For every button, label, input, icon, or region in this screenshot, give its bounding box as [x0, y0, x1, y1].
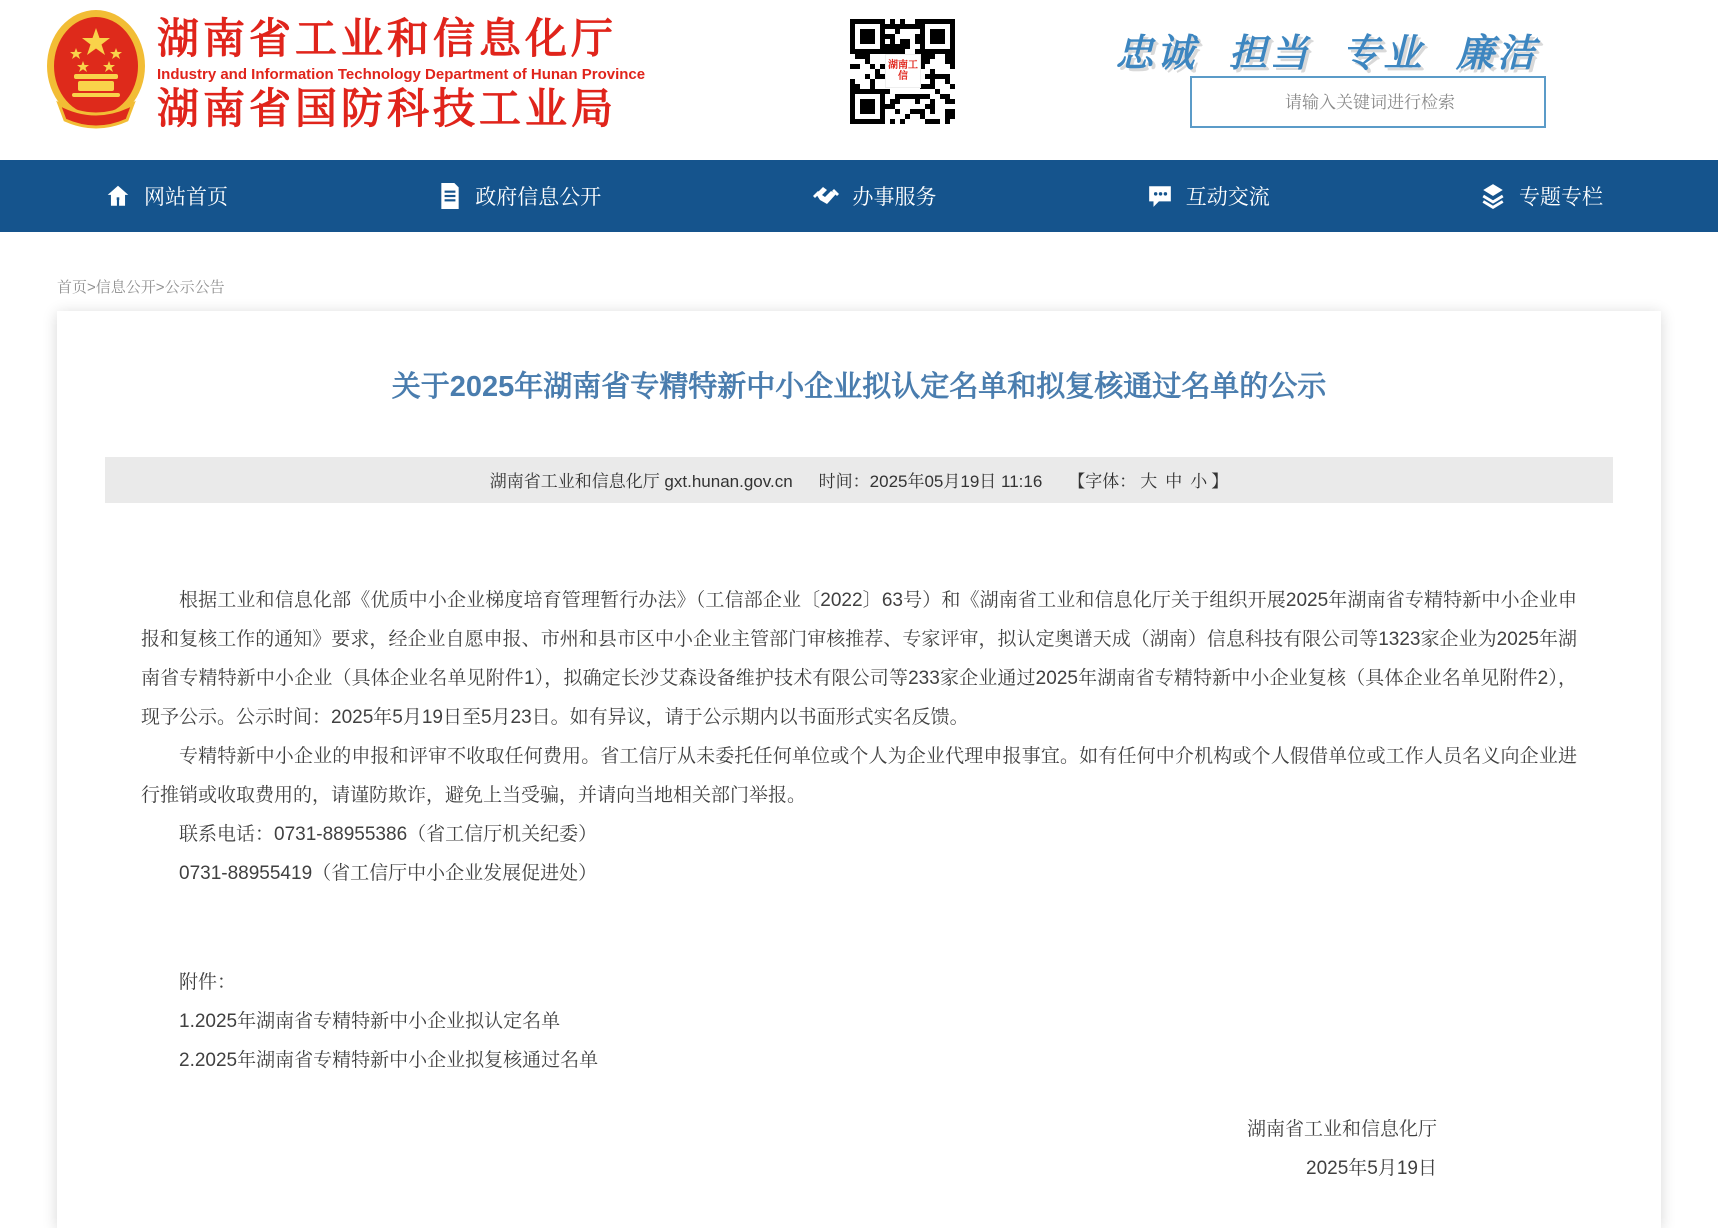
- signature-block: [141, 1110, 1577, 1188]
- breadcrumb-info[interactable]: 信息公开: [95, 279, 156, 296]
- contact-line-2: 0731-88955419（省工信厅中小企业发展促进处）: [179, 862, 598, 884]
- article-meta-bar: [105, 457, 1613, 503]
- font-size-controls: 【字体： 大 中 小 】: [1068, 472, 1229, 492]
- site-header: [0, 0, 1718, 160]
- nav-item-label: 政府信息公开: [475, 186, 602, 209]
- nav-item-label: 网站首页: [144, 186, 228, 209]
- attachment-link-1[interactable]: 1.2025年湖南省专精特新中小企业拟认定名单: [179, 1010, 561, 1032]
- breadcrumb-home[interactable]: 首页: [57, 279, 88, 296]
- nav-item-topics[interactable]: [1480, 181, 1603, 211]
- breadcrumb-separator: >: [155, 279, 165, 296]
- org-title-en: Industry and Information Technology Department of Hunan Province: [157, 66, 646, 84]
- site-search-box: [1190, 76, 1546, 128]
- attachments-label: 附件：: [179, 971, 237, 993]
- font-size-small[interactable]: 小: [1190, 472, 1208, 492]
- chat-icon: [1147, 183, 1173, 209]
- breadcrumb: [57, 276, 1718, 297]
- main-navbar: [0, 160, 1718, 232]
- home-icon: [105, 183, 131, 209]
- org-title-cn: 湖南省工业和信息化厅: [157, 15, 618, 62]
- search-input[interactable]: [1192, 78, 1548, 128]
- org-title-cn2: 湖南省国防科技工业局: [157, 85, 618, 133]
- font-size-large[interactable]: 大: [1140, 472, 1158, 492]
- nav-item-label: 办事服务: [852, 186, 937, 209]
- attachments-section: [141, 963, 1577, 1080]
- nav-item-label: 专题专栏: [1519, 186, 1603, 209]
- org-title-block: [157, 16, 777, 132]
- signature-date: 2025年5月19日: [1306, 1157, 1437, 1179]
- breadcrumb-separator: >: [87, 279, 96, 296]
- layers-icon: [1480, 183, 1506, 209]
- font-size-medium[interactable]: 中: [1165, 472, 1183, 492]
- national-emblem-logo: [45, 8, 147, 132]
- nav-item-interaction[interactable]: [1147, 181, 1270, 211]
- article-card: [57, 311, 1661, 1228]
- breadcrumb-notices[interactable]: 公示公告: [164, 279, 225, 296]
- paragraph-1: 根据工业和信息化部《优质中小企业梯度培育管理暂行办法》（工信部企业〔2022〕63号）和《湖南省工业和信息化厅关于组织开展2025年湖南省专精特新中小企业申报和复核工作的通知》要求，经企业自愿申报、市州和县市区中小企业主管部门审核推荐、专家评审，拟认定奥谱天成（湖南）信息科技有限公司等1323家企业为2025年湖南省专精特新中小企业（具体企业名单见附件1），拟确定长沙艾森设备维护技术有限公司等233家企业通过2025年湖南省专精特新中小企业复核（具体企业名单见附件2），现予公示。公示时间：2025年5月19日至5月23日。如有异议，请于公示期内以书面形式实名反馈。: [141, 589, 1577, 728]
- article-title: 关于2025年湖南省专精特新中小企业拟认定名单和拟复核通过名单的公示: [391, 371, 1327, 403]
- contact-line-1: 联系电话：0731-88955386（省工信厅机关纪委）: [179, 823, 598, 845]
- qr-code-center-label: 湖南工信: [885, 54, 921, 88]
- article-time: 时间：2025年05月19日 11:16: [818, 472, 1043, 492]
- document-icon: [438, 183, 462, 209]
- attachment-link-2[interactable]: 2.2025年湖南省专精特新中小企业拟复核通过名单: [179, 1049, 599, 1071]
- article-source: 湖南省工业和信息化厅 gxt.hunan.gov.cn: [489, 472, 793, 492]
- handshake-icon: [812, 183, 840, 209]
- nav-item-home[interactable]: [105, 181, 228, 211]
- signature-org: 湖南省工业和信息化厅: [1246, 1118, 1437, 1140]
- nav-item-services[interactable]: [812, 181, 937, 211]
- paragraph-2: 专精特新中小企业的申报和评审不收取任何费用。省工信厅从未委托任何单位或个人为企业代理申报事宜。如有任何中介机构或个人假借单位或工作人员名义向企业进行推销或收取费用的，请谨防欺诈，避免上当受骗，并请向当地相关部门举报。: [141, 745, 1577, 806]
- slogan-banner: 忠诚 担当 专业 廉洁: [1115, 33, 1538, 75]
- article-body: [141, 581, 1577, 1188]
- nav-item-label: 互动交流: [1185, 186, 1270, 209]
- nav-item-gov-info[interactable]: [438, 181, 601, 211]
- qr-code: [850, 15, 955, 128]
